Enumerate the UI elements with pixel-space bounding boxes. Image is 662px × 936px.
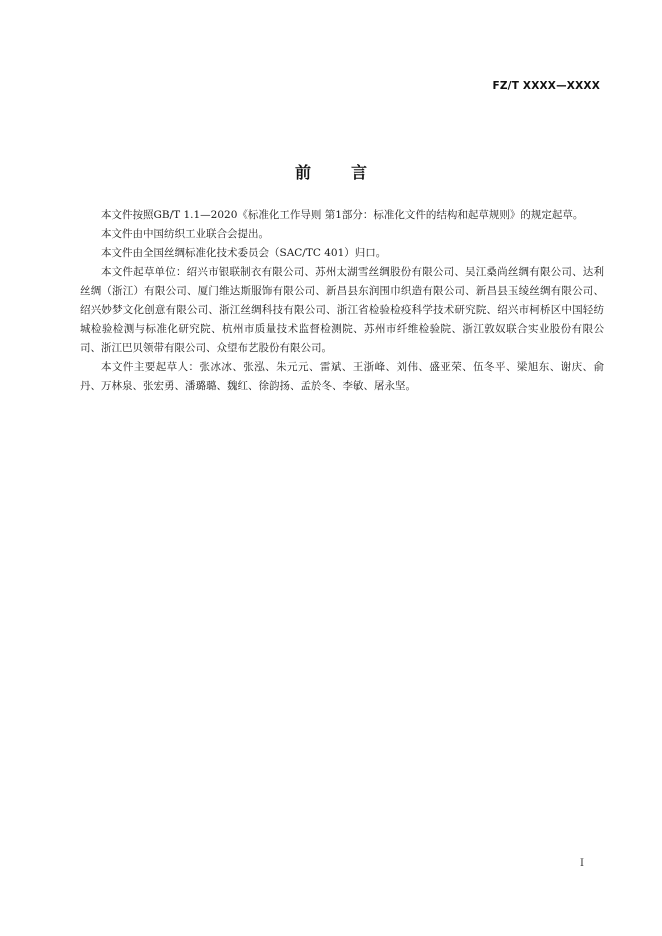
paragraph-drafting-units: 本文件起草单位：绍兴市银联制衣有限公司、苏州太湖雪丝绸股份有限公司、吴江桑尚丝绸有限公司、达利丝绸（浙江）有限公司、厦门维达斯服饰有限公司、新昌县东润围巾织造有限公司、新昌县玉绫丝绸有限公司、绍兴妙梦文化创意有限公司、浙江丝绸科技有限公司、浙江省检验检疫科学技术研究院、绍兴市柯桥区中国轻纺城检验检测与标准化研究院、杭州市质量技术监督检测院、苏州市纤维检验院、浙江敦奴联合实业股份有限公司、浙江巴贝领带有限公司、众望布艺股份有限公司。 bbox=[80, 266, 604, 354]
page-title: 前言 bbox=[294, 163, 407, 182]
paragraph-drafting-rules: 本文件按照GB/T 1.1—2020《标准化工作导则 第1部分：标准化文件的结构和起草规则》的规定起草。 bbox=[101, 209, 584, 221]
paragraph-drafters: 本文件主要起草人：张冰冰、张泓、朱元元、雷斌、王浙峰、刘伟、盛亚荣、伍冬平、梁旭东、谢庆、俞丹、万林泉、张宏勇、潘璐璐、魏红、徐韵扬、孟於冬、李敏、屠永坚。 bbox=[80, 361, 604, 392]
paragraph-proposer: 本文件由中国纺织工业联合会提出。 bbox=[101, 228, 269, 240]
standard-code: FZ/T XXXX—XXXX bbox=[492, 80, 600, 92]
foreword-body bbox=[80, 206, 604, 396]
paragraph-technical-committee: 本文件由全国丝绸标准化技术委员会（SAC/TC 401）归口。 bbox=[101, 247, 387, 259]
page-number: I bbox=[580, 858, 584, 869]
